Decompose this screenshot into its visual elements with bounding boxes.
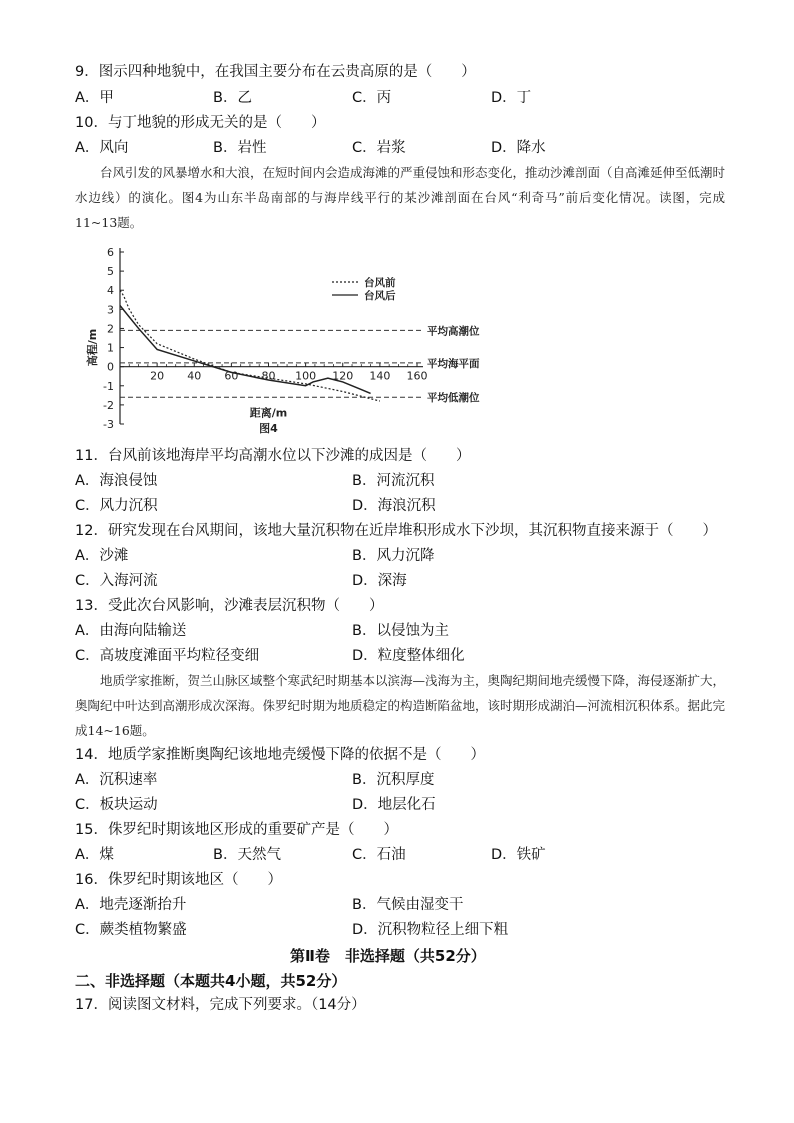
y-tick-label: -2 [103, 398, 114, 412]
x-tick-label: 80 [261, 369, 276, 383]
y-tick-label: 2 [107, 322, 114, 336]
y-tick-label: 0 [107, 360, 114, 374]
x-tick-label: 120 [332, 369, 354, 383]
q12-option-c: C．入海河流 [75, 573, 158, 589]
q13-option-c: C．高坡度滩面平均粒径变细 [75, 648, 260, 664]
q17-stem: 17．阅读图文材料，完成下列要求。（14分） [75, 997, 366, 1013]
y-tick-label: 1 [107, 341, 114, 355]
q15-option-b: B．天然气 [213, 847, 281, 863]
q13-option-d: D．粒度整体细化 [352, 648, 465, 664]
x-tick-label: 20 [150, 369, 165, 383]
chart-title: 图4 [259, 422, 278, 435]
x-tick-label: 60 [224, 369, 239, 383]
q11-stem: 11．台风前该地海岸平均高潮水位以下沙滩的成因是（ ） [75, 448, 471, 464]
q15-option-c: C．石油 [352, 847, 406, 863]
q16-option-b: B．气候由湿变干 [352, 897, 464, 913]
q9-option-c: C．丙 [352, 90, 392, 106]
q13-option-b: B．以侵蚀为主 [352, 623, 449, 639]
section2-title: 二、非选择题（本题共4小题，共52分） [75, 972, 347, 990]
chart-reference-lines [120, 324, 480, 404]
q12-stem: 12．研究发现在台风期间，该地大量沉积物在近岸堆积形成水下沙坝，其沉积物直接来源于（ ） [75, 523, 717, 539]
y-axis-label: 高程/m [86, 328, 99, 367]
q15-option-a: A．煤 [75, 847, 114, 863]
x-tick-label: 100 [295, 369, 317, 383]
q10-option-a: A．风向 [75, 140, 129, 156]
passage-helan-text: 地质学家推断，贺兰山脉区域整个寒武纪时期基本以滨海—浅海为主，奥陶纪期间地壳缓慢下降，海侵逐渐扩大，奥陶纪中叶达到高潮形成次深海。侏罗纪时期为地质稳定的构造断陷盆地，该时期形成湖泊—河流相沉积体系。据此完成14~16题。 [75, 673, 726, 738]
y-tick-label: -3 [103, 418, 114, 431]
q11-option-b: B．河流沉积 [352, 473, 435, 489]
chart-axes [103, 246, 427, 431]
q16-stem: 16．侏罗纪时期该地区（ ） [75, 872, 282, 888]
q13-option-a: A．由海向陆输送 [75, 623, 187, 639]
x-tick-label: 160 [406, 369, 428, 383]
chart-series [120, 290, 380, 401]
y-tick-label: -1 [103, 379, 114, 393]
q9-option-b: B．乙 [213, 90, 252, 106]
y-tick-label: 4 [107, 284, 114, 298]
figure-4-chart [82, 238, 480, 438]
q16-option-c: C．蕨类植物繁盛 [75, 922, 187, 938]
q14-option-c: C．板块运动 [75, 797, 158, 813]
q12-option-b: B．风力沉降 [352, 548, 435, 564]
q9-stem: 9．图示四种地貌中，在我国主要分布在云贵高原的是（ ） [75, 64, 476, 80]
q14-option-a: A．沉积速率 [75, 772, 158, 788]
q10-option-d: D．降水 [491, 140, 546, 156]
q11-option-d: D．海浪沉积 [352, 498, 436, 514]
passage-helan [75, 668, 725, 743]
q15-stem: 15．侏罗纪时期该地区形成的重要矿产是（ ） [75, 822, 398, 838]
x-tick-label: 140 [369, 369, 391, 383]
part2-title: 第Ⅱ卷 非选择题（共52分） [290, 947, 486, 965]
reference-line-label: 平均低潮位 [427, 392, 480, 405]
chart-legend [332, 276, 396, 302]
series-line-before [120, 290, 380, 401]
chart-labels [85, 329, 287, 435]
q12-option-a: A．沙滩 [75, 548, 129, 564]
q11-option-c: C．风力沉积 [75, 498, 158, 514]
x-tick-label: 40 [187, 369, 202, 383]
passage-typhoon [75, 160, 725, 235]
legend-label: 台风后 [364, 290, 396, 302]
y-tick-label: 3 [107, 303, 114, 317]
x-axis-label: 距离/m [249, 406, 288, 420]
q12-option-d: D．深海 [352, 573, 407, 589]
q10-stem: 10．与丁地貌的形成无关的是（ ） [75, 115, 326, 131]
q9-option-a: A．甲 [75, 90, 114, 106]
q10-option-b: B．岩性 [213, 140, 267, 156]
reference-line-label: 平均海平面 [427, 357, 480, 370]
q14-option-d: D．地层化石 [352, 797, 436, 813]
q14-stem: 14．地质学家推断奥陶纪该地地壳缓慢下降的依据不是（ ） [75, 747, 485, 763]
q10-option-c: C．岩浆 [352, 140, 406, 156]
y-tick-label: 6 [107, 246, 114, 259]
q16-option-a: A．地壳逐渐抬升 [75, 897, 187, 913]
q9-option-d: D．丁 [491, 90, 532, 106]
q14-option-b: B．沉积厚度 [352, 772, 435, 788]
q13-stem: 13．受此次台风影响，沙滩表层沉积物（ ） [75, 598, 384, 614]
q16-option-d: D．沉积物粒径上细下粗 [352, 922, 509, 938]
y-tick-label: 5 [107, 265, 114, 279]
q15-option-d: D．铁矿 [491, 847, 546, 863]
legend-label: 台风前 [364, 277, 396, 289]
passage-typhoon-text: 台风引发的风暴增水和大浪，在短时间内会造成海滩的严重侵蚀和形态变化，推动沙滩剖面（自高滩延伸至低潮时水边线）的演化。图4为山东半岛南部的与海岸线平行的某沙滩剖面在台风“利奇马”前后变化情况。读图，完成11~13题。 [75, 165, 726, 230]
q11-option-a: A．海浪侵蚀 [75, 473, 158, 489]
reference-line-label: 平均高潮位 [427, 325, 480, 338]
